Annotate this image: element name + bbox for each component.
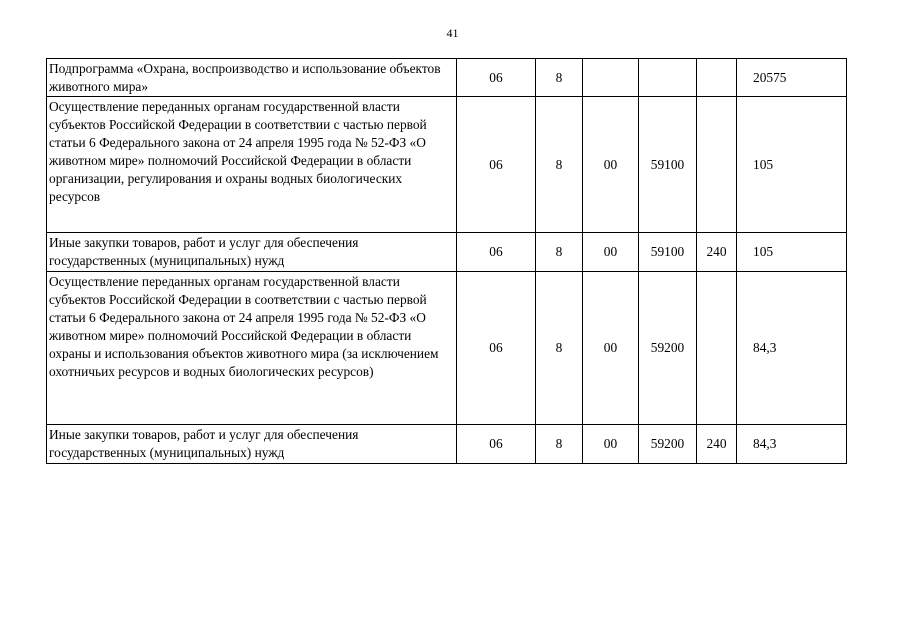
row-target-article: 59200 xyxy=(639,272,697,425)
row-section-code: 06 xyxy=(457,272,536,425)
row-program-code: 00 xyxy=(583,272,639,425)
row-expense-type xyxy=(697,59,737,97)
table-row xyxy=(47,233,847,272)
row-description: Подпрограмма «Охрана, воспроизводство и использование объектов животного мира» xyxy=(47,59,457,97)
table-row xyxy=(47,272,847,425)
table-row xyxy=(47,425,847,464)
table-row xyxy=(47,59,847,97)
row-amount: 105 xyxy=(737,233,847,272)
table-row xyxy=(47,97,847,233)
row-expense-type: 240 xyxy=(697,425,737,464)
row-target-article: 59100 xyxy=(639,233,697,272)
row-target-article: 59100 xyxy=(639,97,697,233)
row-section-code: 06 xyxy=(457,59,536,97)
row-description: Осуществление переданных органам государственной власти субъектов Российской Федерации в соответствии с частью первой статьи 6 Федерального закона от 24 апреля 1995 года № 52-ФЗ «О животном мире» полномочий Российской Федерации в области организации, регулирования и охраны водных биологических ресурсов xyxy=(47,97,457,233)
row-subsection-code: 8 xyxy=(536,233,583,272)
row-amount: 20575 xyxy=(737,59,847,97)
row-description: Иные закупки товаров, работ и услуг для обеспечения государственных (муниципальных) нужд xyxy=(47,425,457,464)
page-number: 41 xyxy=(446,26,459,40)
row-target-article: 59200 xyxy=(639,425,697,464)
row-program-code: 00 xyxy=(583,233,639,272)
row-expense-type xyxy=(697,272,737,425)
row-subsection-code: 8 xyxy=(536,97,583,233)
row-description: Осуществление переданных органам государственной власти субъектов Российской Федерации в соответствии с частью первой статьи 6 Федерального закона от 24 апреля 1995 года № 52-ФЗ «О животном мире» полномочий Российской Федерации в области охраны и использования объектов животного мира (за исключением охотничьих ресурсов и водных биологических ресурсов) xyxy=(47,272,457,425)
row-program-code: 00 xyxy=(583,425,639,464)
row-description: Иные закупки товаров, работ и услуг для обеспечения государственных (муниципальных) нужд xyxy=(47,233,457,272)
budget-table xyxy=(46,58,847,464)
row-section-code: 06 xyxy=(457,425,536,464)
row-section-code: 06 xyxy=(457,233,536,272)
row-expense-type xyxy=(697,97,737,233)
row-amount: 84,3 xyxy=(737,425,847,464)
row-program-code: 00 xyxy=(583,97,639,233)
row-amount: 84,3 xyxy=(737,272,847,425)
row-subsection-code: 8 xyxy=(536,272,583,425)
row-subsection-code: 8 xyxy=(536,425,583,464)
row-target-article xyxy=(639,59,697,97)
row-amount: 105 xyxy=(737,97,847,233)
row-section-code: 06 xyxy=(457,97,536,233)
row-program-code xyxy=(583,59,639,97)
row-expense-type: 240 xyxy=(697,233,737,272)
row-subsection-code: 8 xyxy=(536,59,583,97)
